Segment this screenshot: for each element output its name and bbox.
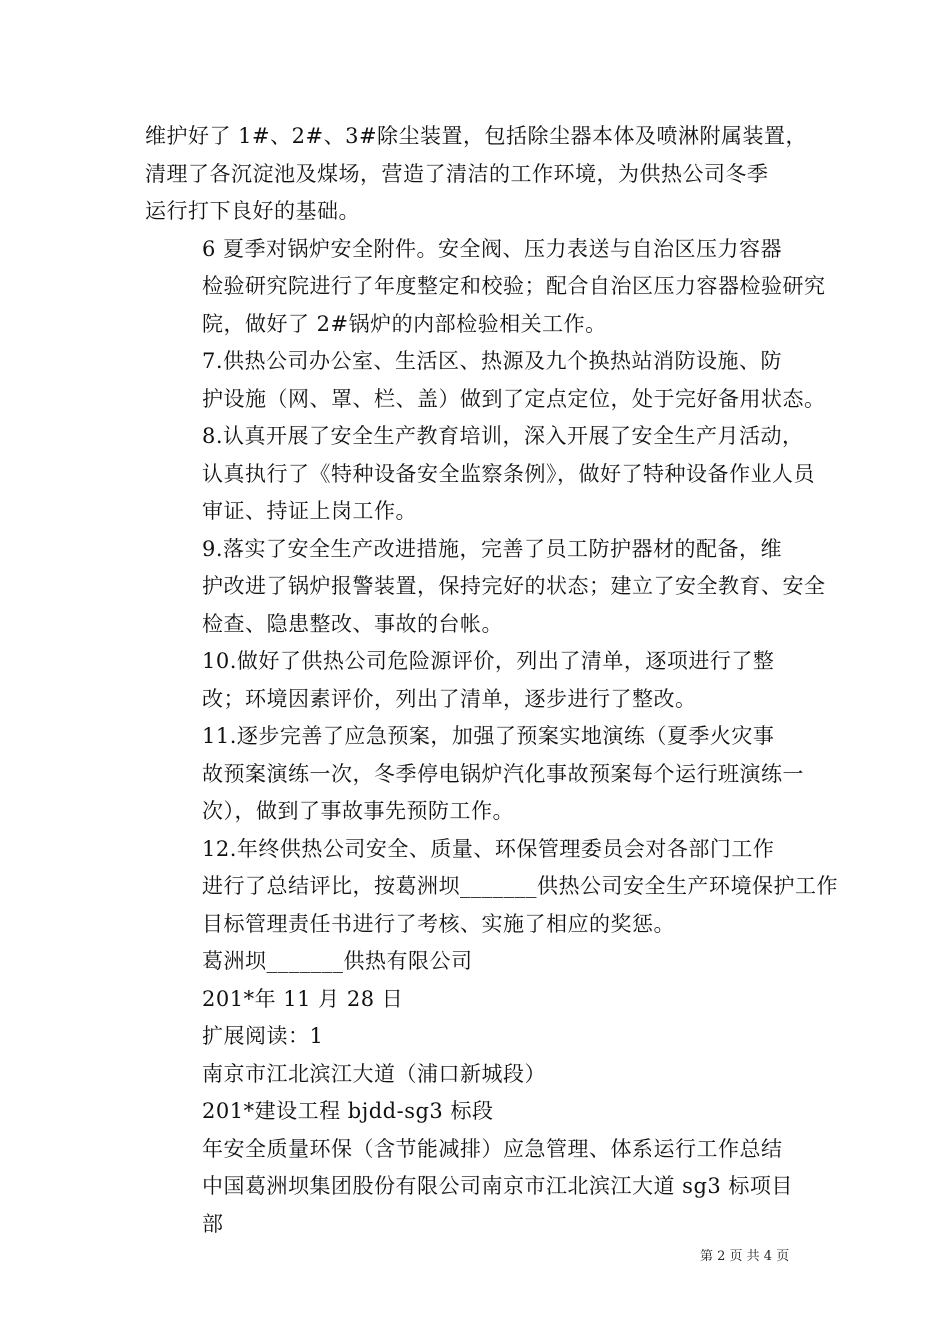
paragraph-8 — [145, 418, 815, 531]
text-line: 次），做到了事故事先预防工作。 — [202, 799, 514, 823]
text-line: 护改进了锅炉报警装置，保持完好的状态；建立了安全教育、安全 — [202, 574, 826, 598]
paragraph-9 — [145, 531, 826, 644]
paragraph-summary-title — [145, 1131, 815, 1169]
text-line: 部 — [202, 1211, 224, 1236]
paragraph-12 — [145, 831, 838, 944]
text-line: 清理了各沉淀池及煤场，营造了清洁的工作环境，为供热公司冬季 — [145, 161, 769, 186]
text-line: 目标管理责任书进行了考核、实施了相应的奖惩。 — [202, 911, 675, 936]
text-line: 改；环境因素评价，列出了清单，逐步进行了整改。 — [202, 686, 697, 711]
paragraph-10 — [145, 643, 815, 718]
text-line: 11.逐步完善了应急预案，加强了预案实地演练（夏季火灾事 — [202, 724, 775, 748]
paragraph-extended — [145, 1018, 815, 1056]
text-line: 6 夏季对锅炉安全附件。安全阀、压力表送与自治区压力容器 — [202, 236, 783, 261]
paragraph-6 — [145, 231, 826, 344]
paragraph-7 — [145, 343, 826, 418]
text-line: 故预案演练一次，冬季停电锅炉汽化事故预案每个运行班演练一 — [202, 761, 804, 786]
paragraph-11 — [145, 718, 815, 831]
text-line: 葛洲坝_______供热有限公司 — [202, 949, 473, 973]
text-line: 进行了总结评比，按葛洲坝_______供热公司安全生产环境保护工作 — [202, 874, 838, 898]
text-line: 护设施（网、罩、栏、盖）做到了定点定位，处于完好备用状态。 — [202, 386, 826, 411]
text-line: 7.供热公司办公室、生活区、热源及九个换热站消防设施、防 — [202, 349, 783, 373]
text-line: 8.认真开展了安全生产教育培训，深入开展了安全生产月活动， — [202, 424, 804, 448]
text-line: 201*建设工程 bjdd-sg3 标段 — [202, 1099, 494, 1123]
paragraph-project — [145, 1056, 815, 1094]
text-line: 维护好了 1#、2#、3#除尘装置，包括除尘器本体及喷淋附属装置， — [145, 124, 808, 148]
document-body — [145, 118, 838, 1243]
text-line: 审证、持证上岗工作。 — [202, 499, 417, 523]
text-line: 认真执行了《特种设备安全监察条例》，做好了特种设备作业人员 — [202, 461, 815, 486]
text-line: 10.做好了供热公司危险源评价，列出了清单，逐项进行了整 — [202, 649, 775, 673]
text-line: 检验研究院进行了年度整定和校验；配合自治区压力容器检验研究 — [202, 274, 826, 298]
page-number-footer: 第 2 页 共 4 页 — [700, 1249, 790, 1264]
text-line: 南京市江北滨江大道（浦口新城段） — [202, 1061, 546, 1086]
text-line: 201*年 11 月 28 日 — [202, 986, 404, 1011]
text-line: 12.年终供热公司安全、质量、环保管理委员会对各部门工作 — [202, 836, 775, 861]
paragraph-company — [145, 1168, 815, 1243]
text-line: 年安全质量环保（含节能减排）应急管理、体系运行工作总结 — [202, 1136, 783, 1161]
paragraph-section — [145, 1093, 815, 1131]
text-line: 中国葛洲坝集团股份有限公司南京市江北滨江大道 sg3 标项目 — [202, 1174, 793, 1198]
paragraph-signature — [145, 943, 815, 981]
text-line: 9.落实了安全生产改进措施，完善了员工防护器材的配备，维 — [202, 536, 783, 561]
text-line: 运行打下良好的基础。 — [145, 199, 360, 223]
text-line: 扩展阅读：1 — [202, 1024, 324, 1048]
paragraph-continuation — [145, 118, 815, 231]
paragraph-date — [145, 981, 815, 1019]
text-line: 检查、隐患整改、事故的台帐。 — [202, 611, 503, 636]
text-line: 院，做好了 2#锅炉的内部检验相关工作。 — [202, 311, 607, 336]
